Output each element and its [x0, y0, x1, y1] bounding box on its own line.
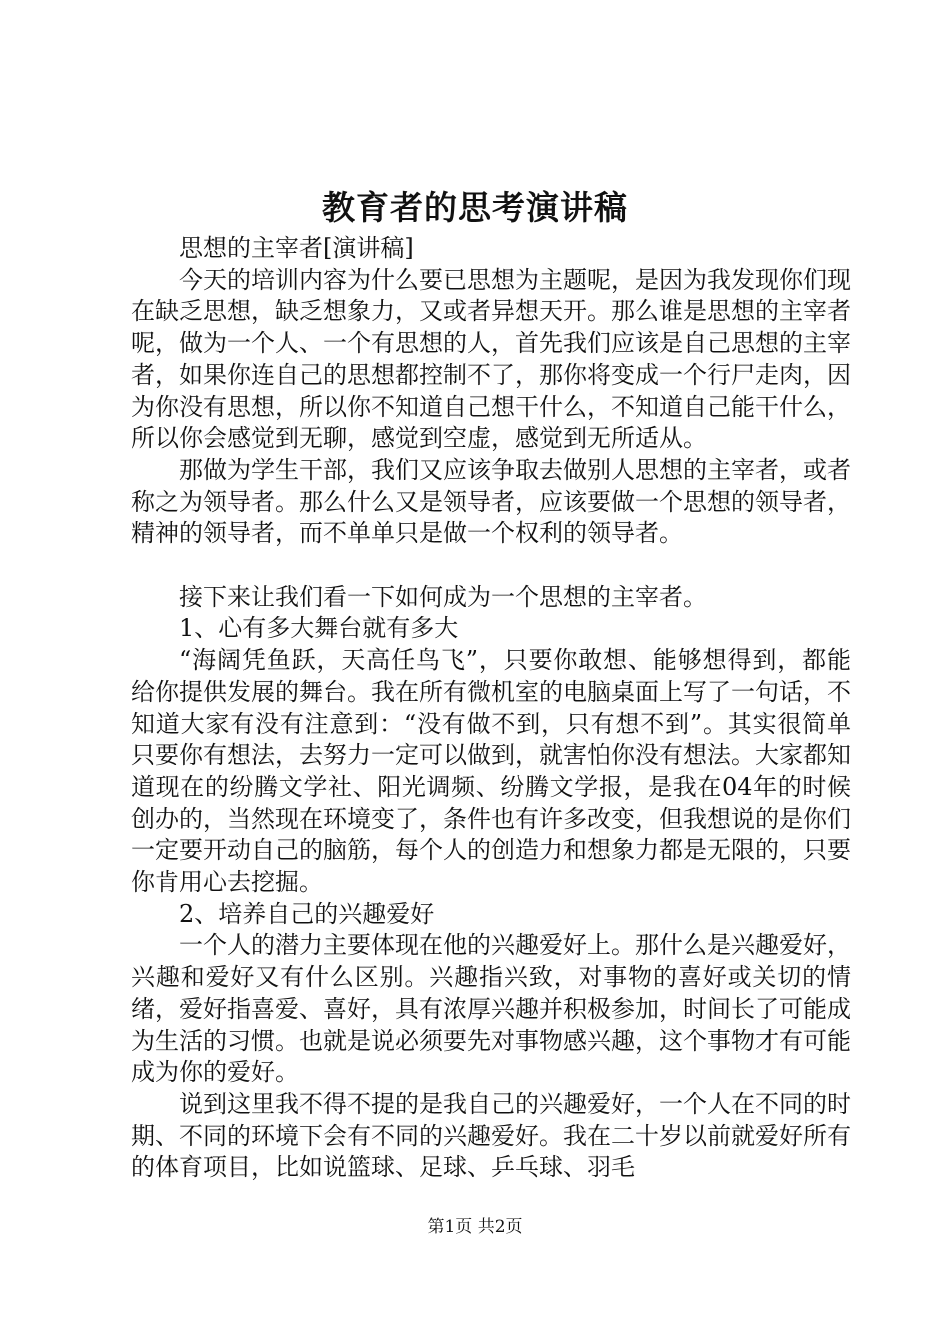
- paragraph: 接下来让我们看一下如何成为一个思想的主宰者。: [179, 582, 707, 611]
- document-title: 教育者的思考演讲稿: [322, 188, 628, 227]
- paragraph: 那做为学生干部，我们又应该争取去做别人思想的主宰者，或者称之为领导者。那么什么又是领导者，应该要做一个思想的领导者，精神的领导者，而不单单只是做一个权利的领导者。: [131, 455, 851, 548]
- section-heading: 2、培养自己的兴趣爱好: [179, 899, 435, 928]
- paragraph: 说到这里我不得不提的是我自己的兴趣爱好，一个人在不同的时期、不同的环境下会有不同的兴趣爱好。我在二十岁以前就爱好所有的体育项目，比如说篮球、足球、乒乓球、羽毛: [131, 1089, 851, 1182]
- document-body: [131, 233, 851, 1184]
- page-number-footer: 第1页 共2页: [427, 1217, 523, 1237]
- paragraph: 今天的培训内容为什么要已思想为主题呢，是因为我发现你们现在缺乏思想，缺乏想象力，又或者异想天开。那么谁是思想的主宰者呢，做为一个人、一个有思想的人，首先我们应该是自己思想的主宰者，如果你连自己的思想都控制不了，那你将变成一个行尸走肉，因为你没有思想，所以你不知道自己想干什么，不知道自己能干什么，所以你会感觉到无聊，感觉到空虚，感觉到无所适从。: [131, 265, 851, 453]
- paragraph: “海阔凭鱼跃，天高任鸟飞”，只要你敢想、能够想得到，都能给你提供发展的舞台。我在所有微机室的电脑桌面上写了一句话，不知道大家有没有注意到：“没有做不到，只有想不到”。其实很简单只要你有想法，去努力一定可以做到，就害怕你没有想法。大家都知道现在的纷腾文学社、阳光调频、纷腾文学报，是我在04年的时候创办的，当然现在环境变了，条件也有许多改变，但我想说的是你们一定要开动自己的脑筋，每个人的创造力和想象力都是无限的，只要你肯用心去挖掘。: [131, 646, 851, 897]
- section-heading: 1、心有多大舞台就有多大: [179, 614, 459, 643]
- paragraph-subtitle: 思想的主宰者[演讲稿]: [179, 234, 414, 262]
- paragraph: 一个人的潜力主要体现在他的兴趣爱好上。那什么是兴趣爱好，兴趣和爱好又有什么区别。兴趣指兴致，对事物的喜好或关切的情绪，爱好指喜爱、喜好，具有浓厚兴趣并积极参加，时间长了可能成为生活的习惯。也就是说必须要先对事物感兴趣，这个事物才有可能成为你的爱好。: [131, 931, 851, 1087]
